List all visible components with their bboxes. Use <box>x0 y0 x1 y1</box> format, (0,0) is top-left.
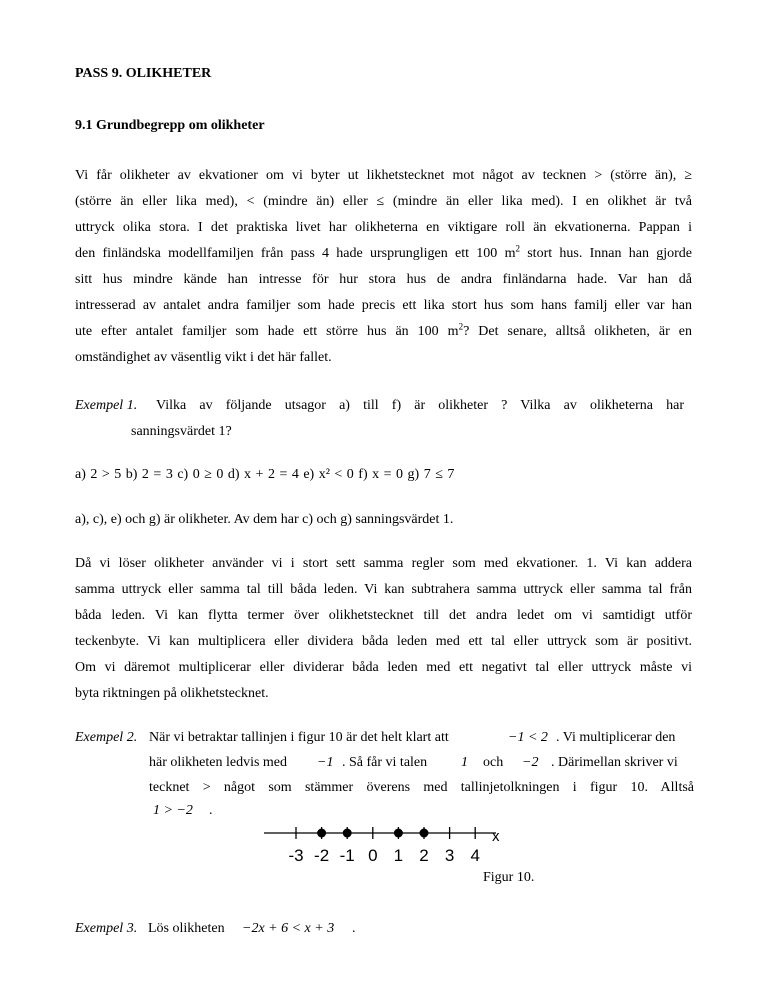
text-line: båda leden. Vi kan flytta termer över olikhetstecknet till det andra ledet om vi samtidigt utför <box>75 608 692 623</box>
tick-label: 1 <box>393 846 404 865</box>
number-line-figure <box>260 818 510 866</box>
text-line: Om vi däremot multiplicerar eller dividerar båda leden med ett negativt tal eller uttryck måste vi <box>75 660 692 675</box>
math-inline: −1 <box>317 755 334 770</box>
example-answer: a), c), e) och g) är olikheter. Av dem har c) och g) sanningsvärdet 1. <box>75 512 454 527</box>
text-line: ute efter antalet familjer som hade ett större hus än 100 $m^2$? Det senare, alltså olikheten, är en <box>75 321 692 339</box>
text-line: teckenbyte. Vi kan multiplicera eller dividera båda leden med ett tal eller uttryck som är positivt. <box>75 634 692 649</box>
text-line: (större än eller lika med), < (mindre än) eller ≤ (mindre än eller lika med). I en olikhet är två <box>75 194 692 209</box>
text-line: tecknet > något som stämmer överens med tallinjetolkningen i figur 10. Alltså <box>149 780 694 795</box>
text-line: . Vi multiplicerar den <box>556 730 676 745</box>
number-line-labels <box>288 846 479 865</box>
text-line: sitt hus mindre kände han intresse för hur stora hus de andra finländarna hade. Var han då <box>75 272 692 287</box>
example-items: a) 2 > 5 b) 2 = 3 c) 0 ≥ 0 d) x + 2 = 4 e) x² < 0 f) x = 0 g) 7 ≤ 7 <box>75 467 455 482</box>
number-line-point <box>317 829 326 838</box>
math-inline: −2 <box>522 755 539 770</box>
text-line: sanningsvärdet 1? <box>131 424 232 439</box>
math-inline: −1 < 2 <box>508 730 548 745</box>
text-line: omständighet av väsentlig vikt i det här fallet. <box>75 350 332 365</box>
example-label: Exempel 2. <box>75 730 138 745</box>
text-line: uttryck olika stora. I det praktiska livet har olikheterna en viktigare roll än ekvationerna. Pappan i <box>75 220 692 235</box>
example-label: Exempel 1. <box>75 398 138 413</box>
text-line: den finländska modellfamiljen från pass 4 hade ursprungligen ett 100 $m^2$ stort hus. Innan han gjorde <box>75 243 692 261</box>
text-line: Lös olikheten <box>148 921 225 936</box>
tick-label: -2 <box>314 846 330 865</box>
text-line: samma uttryck eller samma tal till båda leden. Vi kan subtrahera samma uttryck eller samma tal från <box>75 582 692 597</box>
math-inline: 1 > −2 <box>153 803 193 818</box>
tick-label: 3 <box>444 846 455 865</box>
text-line: Vilka av följande utsagor a) till f) är olikheter ? Vilka av olikheterna har <box>156 398 684 413</box>
tick-label: 2 <box>419 846 429 865</box>
figure-caption: Figur 10. <box>483 870 535 885</box>
tick-label: 0 <box>368 846 378 865</box>
number-line-point <box>394 829 403 838</box>
text-line: intresserad av antalet andra familjer som hade precis ett lika stort hus som hans familj eller var han <box>75 298 692 313</box>
text-line: här olikheten ledvis med <box>149 755 288 770</box>
tick-label: 4 <box>470 846 480 865</box>
text-line: Då vi löser olikheter använder vi i stort sett samma regler som med ekvationer. 1. Vi kan addera <box>75 556 692 571</box>
text-line: . <box>209 803 213 818</box>
text-line: . Så får vi talen <box>342 755 428 770</box>
axis-label-x: x <box>492 828 500 845</box>
example-label: Exempel 3. <box>75 921 138 936</box>
text-line: . Därimellan skriver vi <box>551 755 678 770</box>
text-line: . <box>352 921 356 936</box>
text-line: Vi får olikheter av ekvationer om vi byter ut likhetstecknet mot något av tecknen > (större än), ≥ <box>75 168 692 183</box>
text-line: När vi betraktar tallinjen i figur 10 är det helt klart att <box>149 730 449 745</box>
math-inline: 1 <box>461 755 468 770</box>
math-inline: −2x + 6 < x + 3 <box>242 921 335 936</box>
number-line-point <box>420 829 429 838</box>
number-line-point <box>343 829 352 838</box>
tick-label: -3 <box>288 846 304 865</box>
tick-label: -1 <box>339 846 355 865</box>
page-title: PASS 9. OLIKHETER <box>75 66 212 81</box>
text-line: byta riktningen på olikhetstecknet. <box>75 686 269 701</box>
section-heading: 9.1 Grundbegrepp om olikheter <box>75 118 265 133</box>
text-line: och <box>483 755 504 770</box>
